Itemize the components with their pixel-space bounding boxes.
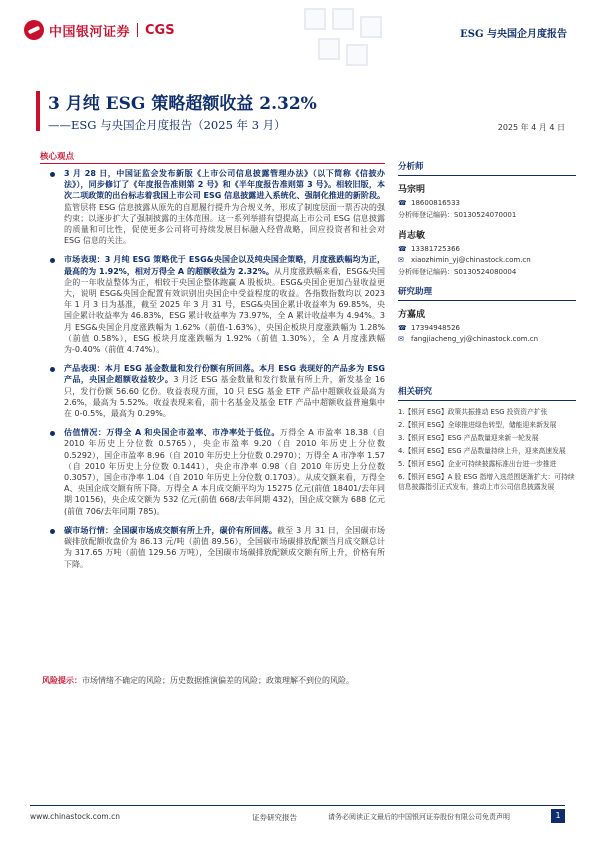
report-date: 2025 年 4 月 4 日 [497,123,565,132]
related-research-item[interactable]: 6.【银河 ESG】A 股 ESG 指增入选范围逐渐扩大：可持续信息披露指引正式发布，推动上市公司信息披露发展 [398,473,575,491]
assistant-heading: 研究助理 [398,285,576,301]
report-series-label: ESG 与央国企月度报告 [460,29,567,40]
phone-icon: ☎ [398,245,407,253]
footer-url[interactable]: www.chinastock.com.cn [30,812,120,821]
analyst-email[interactable]: ✉ xiaozhimin_yj@chinastock.com.cn [398,256,531,264]
viewpoint-highlight: 市场表现：3 月纯 ESG 策略优于 ESG&央国企以及纯央国企策略，月度涨跌幅均为正，最高的为 1.92%，相对万得全 A 的超额收益为 2.32%。 [64,255,385,276]
core-viewpoints-heading: 核心观点 [40,152,75,162]
logo-cn-text: 中国银河证券 [49,24,131,40]
risk-warning [42,675,385,686]
viewpoint-paragraph [42,363,385,419]
related-research-item[interactable]: 3.【银河 ESG】ESG 产品数量迎来新一轮发展 [398,434,539,442]
section-divider [40,163,385,164]
bullet-icon [50,529,55,534]
bullet-icon [50,172,55,177]
analysts-heading: 分析师 [398,160,576,176]
logo-divider [137,23,138,37]
viewpoint-highlight: 产品表现：本月 ESG 基金数量和发行份额有所回落。本月 ESG 表现好的产品多为 ESG 产品，央国企超额收益较少。 [64,364,385,385]
viewpoint-highlight: 碳市场行情：全国碳市场成交额有所上升，碳价有所回落。 [64,525,278,535]
assistant-email[interactable]: ✉ fangjiacheng_yj@chinastock.com.cn [398,335,539,343]
risk-text: 市场情绪不确定的风险；历史数据推演偏差的风险；政策理解不到位的风险。 [82,676,354,685]
viewpoint-body: 监管层将 ESG 信息披露从原先的自愿履行提升为合规义务，形成了制度层面一票否决的强约束；以逐步扩大了强制披露的主体范围。这一系列举措有望提高上市公司 ESG 信息披露的质量和可比性，促使更多公司将可持续发展目标融入经营战略，回应投资者和社会对 ESG 信息的关注。 [64,202,385,246]
phone-icon: ☎ [398,324,407,332]
analyst-phone: ☎ 18600816533 [398,199,460,207]
viewpoint-paragraph [42,254,385,355]
risk-label: 风险提示： [42,676,82,685]
viewpoint-body: 从月度涨跌幅来看，ESG&央国企的一年收益整体为正，相较于央国企整体跑赢 A 股板块。ESG&央国企更加凸显收益更大，说明 ESG&央国企配置有效识别出央国企中受益程度的收益。各指数指数均以 2023 年 1 月 3 日为基准，截至 2025 年 3 月 31 号，ESG&央国企累计收益率为 69.85%，央国企累计收益率为 46.83%，ESG 累计收益率为 73.97%，全 A 累计收益率为 4.94%。3 月 ESG&央国企月度涨跌幅为 1.62%（前值-1.63%），央国企板块月度涨跌幅为 1.28%（前值 0.58%），ESG 板块月度涨跌幅为 1.92%（前值 1.30%），全 A 月度涨跌幅为-0.40%（前值 4.74%）。 [64,266,385,355]
analyst-name: 马宗明 [398,185,426,195]
viewpoint-highlight: 3 月 28 日，中国证监会发布新版《上市公司信息披露管理办法》（以下简称《信披办法》），同步修订了《年度报告准则第 2 号》和《半年度报告准则第 3 号》。相较旧版，本次二项政策的出台标志着我国上市公司 ESG 信息披露进入系统化、强制化推进的新阶段。 [64,169,385,201]
viewpoint-paragraph [42,168,385,246]
core-viewpoints [42,168,385,578]
related-research-list [398,407,576,492]
analyst-card [398,228,576,277]
assistant-name: 方嘉成 [398,310,426,320]
cgs-logo-icon [24,20,44,40]
related-research-item[interactable]: 2.【银河 ESG】全球推进绿色转型，储能迎来新发展 [398,421,557,429]
phone-icon: ☎ [398,199,407,207]
email-icon: ✉ [398,256,404,264]
viewpoint-body: 截至 3 月 31 日，全国碳市场碳排放配额收盘价为 86.13 元/吨（前值 89.56），全国碳市场碳排放配额当月成交额总计为 317.65 万吨（前值 129.56 万吨），全国碳市场碳排放配额成交额有所上升，价格有所下降。 [64,525,385,569]
page-header [0,0,595,62]
related-research-item[interactable]: 4.【银河 ESG】ESG 产品数量持续上升，迎来高速发展 [398,447,566,455]
page-number: 1 [551,809,565,823]
footer-divider [30,805,565,806]
footer-label: 证券研究报告 [252,813,297,822]
viewpoint-body: 3 月泛 ESG 基金数量和发行数量有所上升，新发基金 16 只，发行份额 56.60 亿份。收益表现方面，10 只 ESG 基金 ETF 产品中超额收益最高为 2.6%，最高为 5.52%。收益表现来看，前十名基金及基金 ETF 产品中超额收益普遍集中在 0-0.5%，最高为 0.29%。 [64,375,386,419]
analyst-name: 肖志敏 [398,231,426,241]
viewpoint-paragraph [42,427,385,517]
bullet-icon [50,367,55,372]
related-research-heading: 相关研究 [398,385,576,401]
email-icon: ✉ [398,335,404,343]
report-subtitle: ——ESG 与央国企月度报告（2025 年 3 月） [48,118,286,132]
assistant-phone: ☎ 17394948526 [398,324,460,332]
analyst-license: 分析师登记编码：S0130524070001 [398,211,517,219]
assistant-card [398,307,576,343]
sidebar [398,160,576,495]
viewpoint-body: 万得全 A 市盈率 18.38（自 2010 年历史上分位数 0.5765），央企市盈率 9.20（自 2010 年历史上分位数 0.5292），国企市盈率 8.96（自 2010 年历史上分位数 0.2970）；万得全 A 市净率 1.57（自 2010 年历史上分位数 0.1441），央企市净率 0.98（自 2010 年历史上分位数 0.3057），国企市净率 1.04（自 2010 年历史上分位数 0.1703）。从成交额来看，万得全 A、央国企成交额有所下降。万得全 A 本月成交额平均为 15275 亿元(前值 18401/去年同期 10156)，央企成交额为 532 亿元(前值 668/去年同期 432)，国企成交额为 688 亿元(前值 706/去年同期 785)。 [64,428,385,516]
title-accent-bar [36,91,40,131]
related-research-item[interactable]: 5.【银河 ESG】企业可持续披露标准出台进一步推进 [398,460,557,468]
logo-en-text: CGS [145,22,175,38]
bullet-icon [50,431,55,436]
company-logo [24,20,175,40]
viewpoint-paragraph [42,525,385,570]
viewpoint-highlight: 估值情况：万得全 A 和央国企市盈率、市净率处于低位。 [64,428,280,438]
decorative-pattern [300,4,390,79]
analyst-card [398,182,576,220]
footer-disclaimer: 请务必阅读正文最后的中国银河证券股份有限公司免责声明 [328,813,510,821]
analyst-phone: ☎ 13381725366 [398,245,460,253]
related-research-item[interactable]: 1.【银河 ESG】政策共振推动 ESG 投资资产扩张 [398,408,548,416]
bullet-icon [50,258,55,263]
analyst-license: 分析师登记编码：S0130524080004 [398,268,517,276]
report-title: 3 月纯 ESG 策略超额收益 2.32% [48,94,317,114]
